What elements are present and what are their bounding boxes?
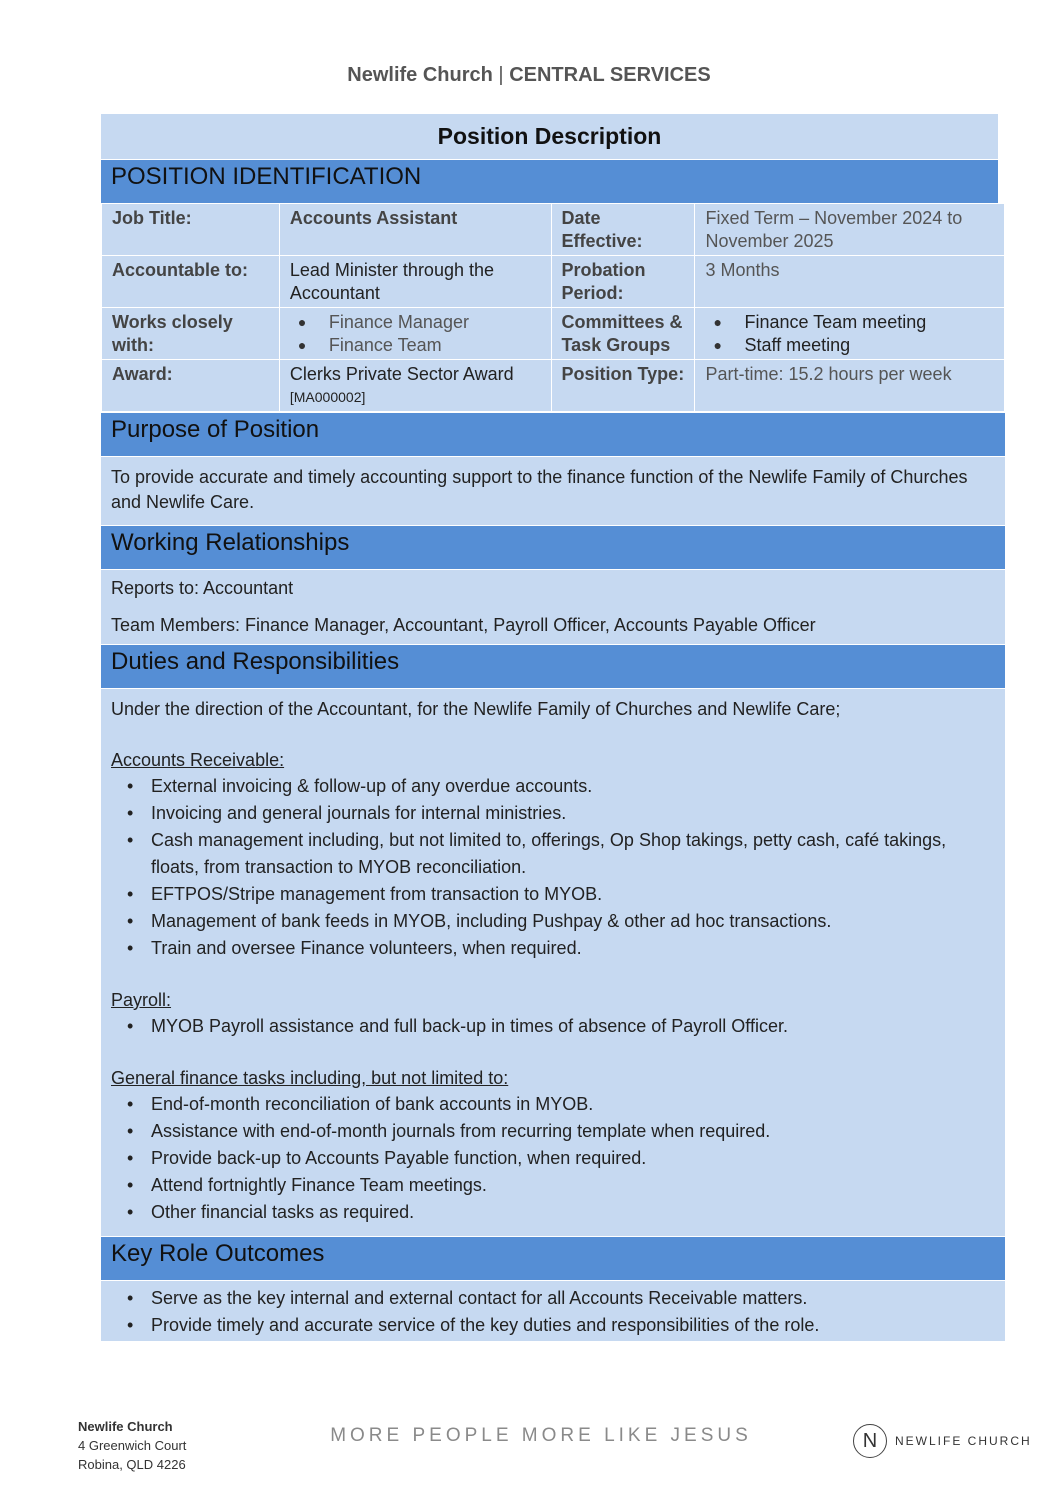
duties-intro: Under the direction of the Accountant, for the Newlife Family of Churches and Newlife Care; [111, 699, 841, 719]
table-row [102, 360, 1005, 412]
position-type-label: Position Type: [551, 360, 695, 412]
header-dept: CENTRAL SERVICES [509, 64, 711, 86]
duties-box [101, 688, 1005, 1236]
payroll-list [111, 1013, 995, 1040]
date-effective-value: Fixed Term – November 2024 to November 2025 [695, 204, 1005, 256]
list-item: • EFTPOS/Stripe management from transaction to MYOB. [111, 881, 995, 908]
position-type-value: Part-time: 15.2 hours per week [695, 360, 1005, 412]
list-item: ● Finance Team [290, 334, 541, 357]
list-item: ● Staff meeting [705, 334, 994, 357]
general-list [111, 1091, 995, 1226]
date-effective-label: Date Effective: [551, 204, 695, 256]
page-header [0, 64, 1058, 87]
award-label: Award: [102, 360, 280, 412]
outcomes-list [111, 1285, 995, 1339]
purpose-box [101, 456, 1005, 525]
award-code: [MA000002] [289, 389, 366, 405]
payroll-heading: Payroll: [111, 990, 172, 1010]
header-org: Newlife Church [347, 64, 493, 86]
probation-value: 3 Months [695, 256, 1005, 308]
section-heading-outcomes: Key Role Outcomes [101, 1236, 1005, 1280]
list-item: • End-of-month reconciliation of bank accounts in MYOB. [111, 1091, 995, 1118]
list-item: • Invoicing and general journals for internal ministries. [111, 800, 995, 827]
works-with-list [290, 311, 541, 357]
newlife-logo [853, 1424, 1032, 1458]
list-item: • Train and oversee Finance volunteers, when required. [111, 935, 995, 962]
outcomes-box [101, 1280, 1005, 1341]
footer-address-line2: Robina, QLD 4226 [78, 1457, 186, 1472]
team-members: Team Members: Finance Manager, Accountant, Payroll Officer, Accounts Payable Officer [111, 615, 816, 635]
footer-org: Newlife Church [78, 1419, 173, 1434]
footer-address-line1: 4 Greenwich Court [78, 1438, 187, 1453]
list-item: ● Finance Manager [290, 311, 541, 334]
section-heading-relationships: Working Relationships [101, 525, 1005, 569]
list-item: ● Finance Team meeting [705, 311, 994, 334]
award-value [279, 360, 551, 412]
purpose-text: To provide accurate and timely accounting support to the finance function of the Newlife Family of Churches and Newlife Care. [111, 467, 968, 512]
identification-table [101, 203, 1005, 412]
header-separator: | [498, 64, 504, 86]
list-item: • Management of bank feeds in MYOB, including Pushpay & other ad hoc transactions. [111, 908, 995, 935]
table-row [102, 256, 1005, 308]
doc-title: Position Description [101, 114, 998, 159]
list-item: • Cash management including, but not limited to, offerings, Op Shop takings, petty cash, café takings, floats, from transaction to MYOB reconciliation. [111, 827, 995, 881]
works-with-value [279, 308, 551, 360]
table-row [102, 308, 1005, 360]
logo-text: NEWLIFE CHURCH [895, 1434, 1032, 1448]
position-description [101, 114, 1005, 1341]
probation-label: Probation Period: [551, 256, 695, 308]
list-item: • MYOB Payroll assistance and full back-up in times of absence of Payroll Officer. [111, 1013, 995, 1040]
list-item: • Attend fortnightly Finance Team meetings. [111, 1172, 995, 1199]
logo-mark-icon: N [853, 1424, 887, 1458]
list-item: • Other financial tasks as required. [111, 1199, 995, 1226]
committees-value [695, 308, 1005, 360]
award-name: Clerks Private Sector Award [289, 364, 514, 384]
reports-to: Reports to: Accountant [111, 578, 294, 598]
job-title-value: Accounts Assistant [279, 204, 551, 256]
table-row [102, 204, 1005, 256]
relationships-box [101, 569, 1005, 644]
committees-list [705, 311, 994, 357]
list-item: • Assistance with end-of-month journals from recurring template when required. [111, 1118, 995, 1145]
list-item: • Provide back-up to Accounts Payable function, when required. [111, 1145, 995, 1172]
works-with-label: Works closely with: [102, 308, 280, 360]
committees-label: Committees & Task Groups [551, 308, 695, 360]
list-item: • Provide timely and accurate service of the key duties and responsibilities of the role. [111, 1312, 995, 1339]
receivable-list [111, 773, 995, 962]
job-title-label: Job Title: [102, 204, 280, 256]
receivable-heading: Accounts Receivable: [111, 750, 285, 770]
general-heading: General finance tasks including, but not limited to: [111, 1068, 509, 1088]
section-heading-duties: Duties and Responsibilities [101, 644, 1005, 688]
footer-tagline: MORE PEOPLE MORE LIKE JESUS [330, 1425, 752, 1446]
section-heading-purpose: Purpose of Position [101, 412, 1005, 456]
accountable-label: Accountable to: [102, 256, 280, 308]
section-heading-identification: POSITION IDENTIFICATION [101, 159, 998, 203]
accountable-value: Lead Minister through the Accountant [279, 256, 551, 308]
list-item: • External invoicing & follow-up of any overdue accounts. [111, 773, 995, 800]
list-item: • Serve as the key internal and external contact for all Accounts Receivable matters. [111, 1285, 995, 1312]
